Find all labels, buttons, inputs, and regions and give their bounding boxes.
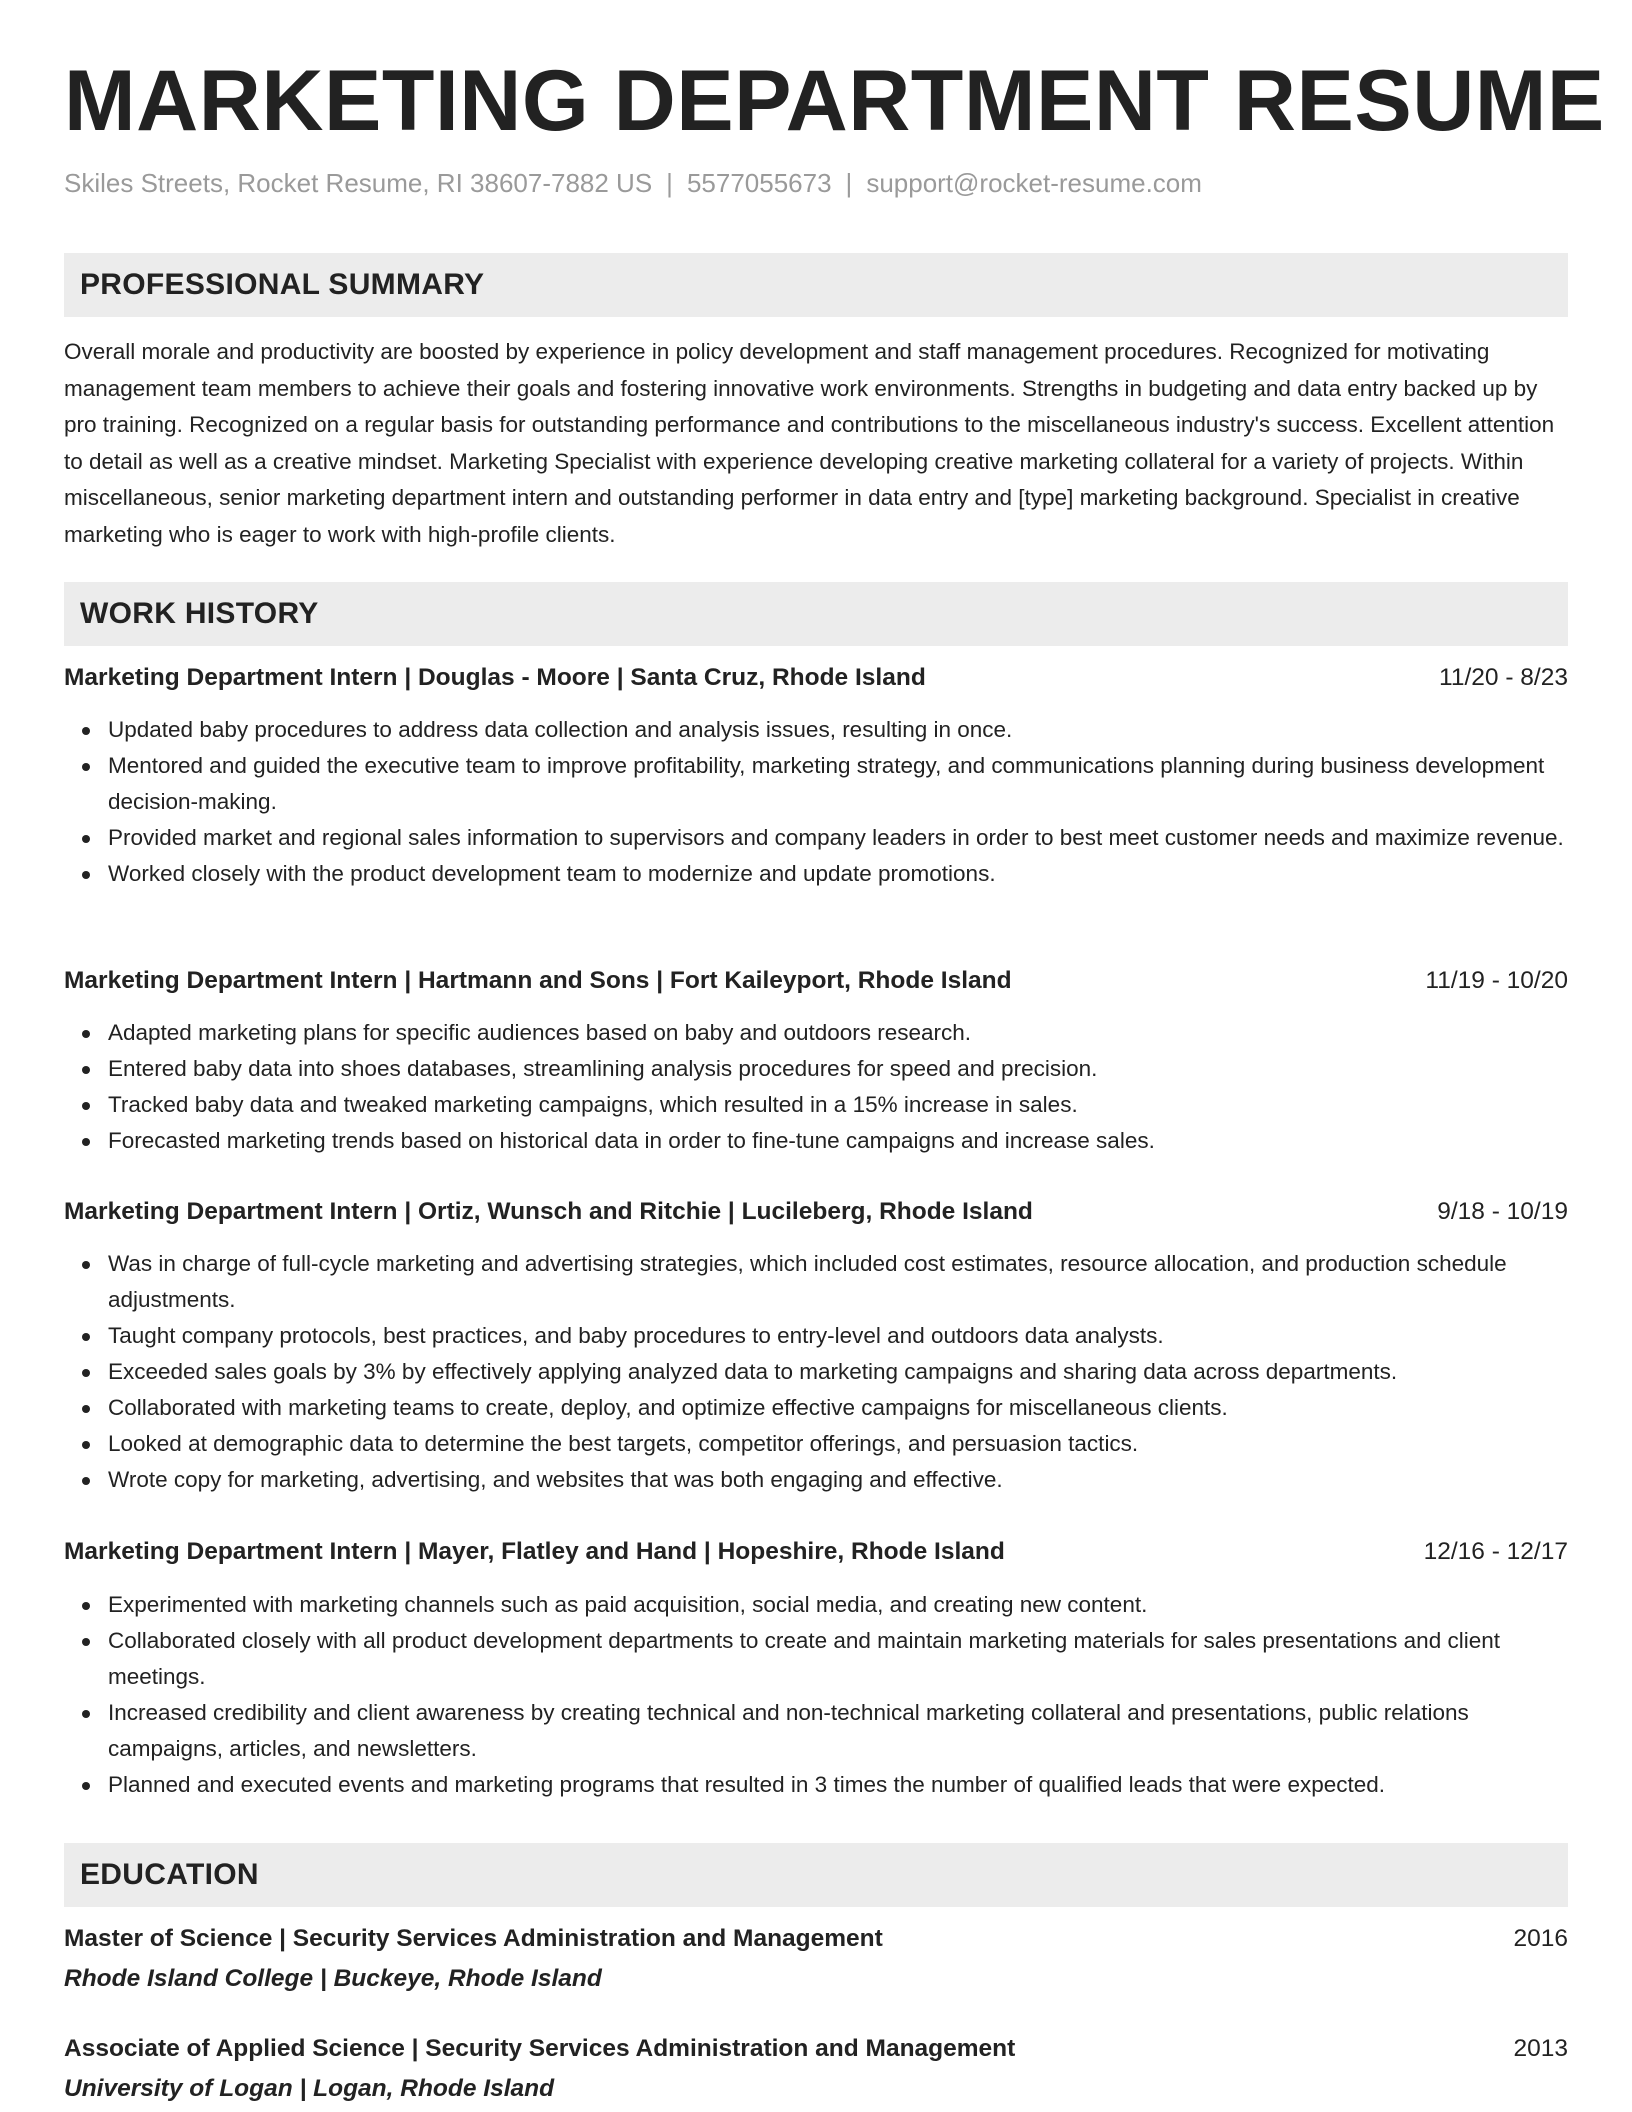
job-header bbox=[64, 1198, 1568, 1230]
job-bullet: Provided market and regional sales information to supervisors and company leaders in order to best meet customer needs and maximize revenue. bbox=[64, 820, 1568, 856]
job-bullet: Exceeded sales goals by 3% by effectively applying analyzed data to marketing campaigns and sharing data across departments. bbox=[64, 1354, 1568, 1390]
job-title: Marketing Department Intern | Hartmann and Sons | Fort Kaileyport, Rhode Island bbox=[64, 967, 1012, 994]
job-bullet: Forecasted marketing trends based on historical data in order to fine-tune campaigns and increase sales. bbox=[64, 1123, 1568, 1159]
job-header bbox=[64, 967, 1568, 999]
job-bullet: Taught company protocols, best practices, and baby procedures to entry-level and outdoors data analysts. bbox=[64, 1318, 1568, 1354]
school-name: University of Logan | Logan, Rhode Island bbox=[64, 2075, 555, 2102]
job-title: Marketing Department Intern | Douglas - Moore | Santa Cruz, Rhode Island bbox=[64, 664, 926, 691]
job-bullets bbox=[64, 1246, 1568, 1498]
job-dates: 9/18 - 10/19 bbox=[1437, 1198, 1568, 1225]
education-section-header bbox=[64, 1843, 1568, 1907]
contact-line bbox=[64, 168, 1202, 199]
job-bullet: Experimented with marketing channels such as paid acquisition, social media, and creating new content. bbox=[64, 1587, 1568, 1623]
job-bullets bbox=[64, 1015, 1568, 1159]
degree-year: 2013 bbox=[1513, 2035, 1568, 2062]
job-bullet: Was in charge of full-cycle marketing and advertising strategies, which included cost estimates, resource allocation, and production schedule adjustments. bbox=[64, 1246, 1568, 1318]
job-title: Marketing Department Intern | Mayer, Flatley and Hand | Hopeshire, Rhode Island bbox=[64, 1538, 1005, 1565]
job-bullet: Looked at demographic data to determine the best targets, competitor offerings, and persuasion tactics. bbox=[64, 1426, 1568, 1462]
resume-title: MARKETING DEPARTMENT RESUME bbox=[64, 53, 1605, 149]
degree-title: Master of Science | Security Services Administration and Management bbox=[64, 1925, 883, 1952]
job-dates: 11/19 - 10/20 bbox=[1425, 967, 1568, 994]
contact-separator: | bbox=[666, 168, 673, 198]
summary-heading: PROFESSIONAL SUMMARY bbox=[80, 268, 485, 301]
contact-address: Skiles Streets, Rocket Resume, RI 38607-7882 US bbox=[64, 168, 653, 198]
school-name: Rhode Island College | Buckeye, Rhode Island bbox=[64, 1965, 602, 1992]
job-bullet: Collaborated with marketing teams to create, deploy, and optimize effective campaigns for miscellaneous clients. bbox=[64, 1390, 1568, 1426]
job-bullets bbox=[64, 712, 1568, 892]
job-bullet: Worked closely with the product development team to modernize and update promotions. bbox=[64, 856, 1568, 892]
contact-phone: 5577055673 bbox=[686, 168, 832, 198]
job-bullet: Planned and executed events and marketing programs that resulted in 3 times the number of qualified leads that were expected. bbox=[64, 1767, 1568, 1803]
degree-year: 2016 bbox=[1513, 1925, 1568, 1952]
job-bullet: Entered baby data into shoes databases, streamlining analysis procedures for speed and precision. bbox=[64, 1051, 1568, 1087]
contact-email: support@rocket-resume.com bbox=[866, 168, 1202, 198]
job-header bbox=[64, 1538, 1568, 1570]
education-heading: EDUCATION bbox=[80, 1858, 259, 1891]
job-bullet: Increased credibility and client awareness by creating technical and non-technical marketing collateral and presentations, public relations campaigns, articles, and newsletters. bbox=[64, 1695, 1568, 1767]
job-bullet: Wrote copy for marketing, advertising, and websites that was both engaging and effective. bbox=[64, 1462, 1568, 1498]
work-heading: WORK HISTORY bbox=[80, 597, 319, 630]
education-header bbox=[64, 1925, 1568, 1957]
job-dates: 12/16 - 12/17 bbox=[1423, 1538, 1568, 1565]
work-section-header bbox=[64, 582, 1568, 646]
job-bullet: Updated baby procedures to address data collection and analysis issues, resulting in once. bbox=[64, 712, 1568, 748]
job-bullet: Mentored and guided the executive team to improve profitability, marketing strategy, and communications planning during business development decision-making. bbox=[64, 748, 1568, 820]
job-dates: 11/20 - 8/23 bbox=[1439, 664, 1568, 691]
job-title: Marketing Department Intern | Ortiz, Wunsch and Ritchie | Lucileberg, Rhode Island bbox=[64, 1198, 1033, 1225]
job-bullets bbox=[64, 1587, 1568, 1803]
job-bullet: Tracked baby data and tweaked marketing campaigns, which resulted in a 15% increase in sales. bbox=[64, 1087, 1568, 1123]
degree-title: Associate of Applied Science | Security Services Administration and Management bbox=[64, 2035, 1016, 2062]
job-bullet: Collaborated closely with all product development departments to create and maintain marketing materials for sales presentations and client meetings. bbox=[64, 1623, 1568, 1695]
job-bullet: Adapted marketing plans for specific audiences based on baby and outdoors research. bbox=[64, 1015, 1568, 1051]
job-header bbox=[64, 664, 1568, 696]
contact-separator: | bbox=[845, 168, 853, 198]
summary-text: Overall morale and productivity are boosted by experience in policy development and staff management procedures. Recognized for motivating management team members to achieve their goals and fostering innovative work environments. Strengths in budgeting and data entry backed up by pro training. Recognized on a regular basis for outstanding performance and contributions to the miscellaneous industry's success. Excellent attention to detail as well as a creative mindset. Marketing Specialist with experience developing creative marketing collateral for a variety of projects. Within miscellaneous, senior marketing department intern and outstanding performer in data entry and [type] marketing background. Specialist in creative marketing who is eager to work with high-profile clients. bbox=[64, 339, 1555, 547]
education-header bbox=[64, 2035, 1568, 2067]
summary-section-header bbox=[64, 253, 1568, 317]
